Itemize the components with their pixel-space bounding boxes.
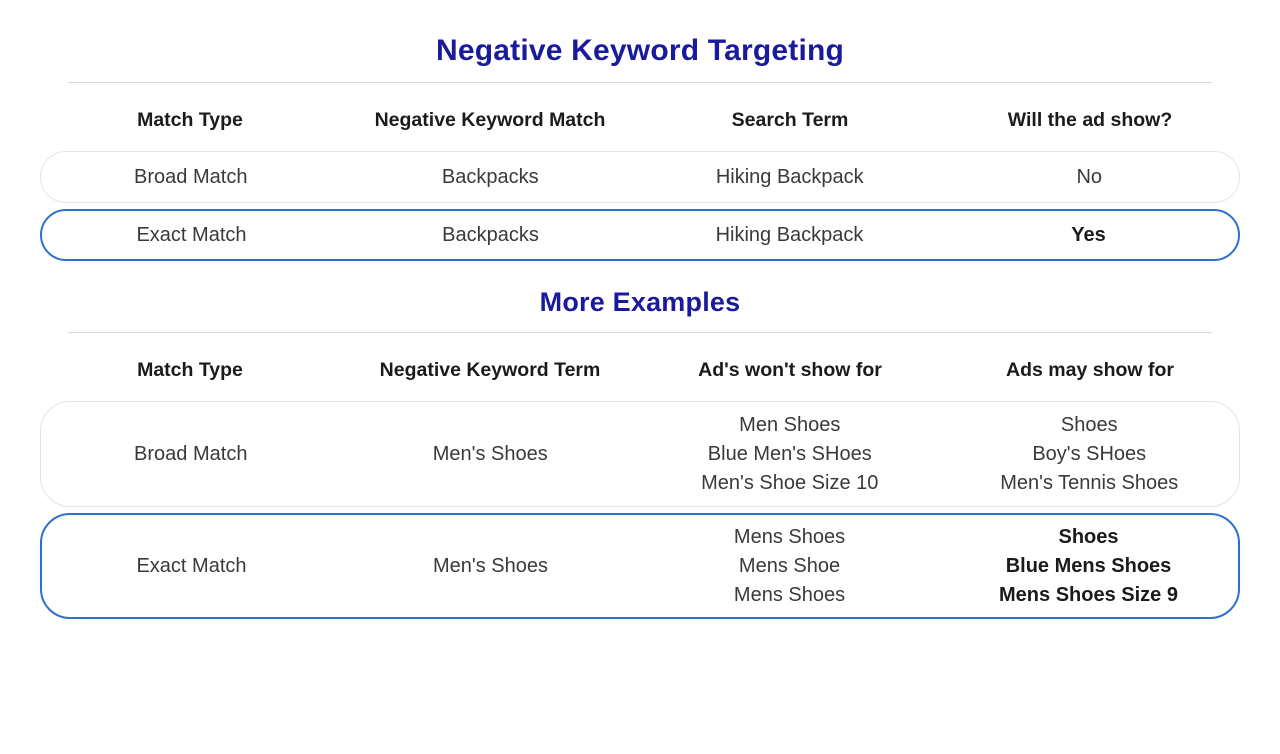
divider-top [68,82,1212,83]
cell-match-type: Broad Match [134,442,248,465]
list-item: Mens Shoes [733,583,846,606]
column-header-negative-keyword-term: Negative Keyword Term [379,358,601,381]
list-item: Men Shoes [739,413,841,436]
table-row [40,151,1240,203]
page-title: Negative Keyword Targeting [435,34,845,67]
table-row [40,401,1240,507]
list-item: Shoes [1058,525,1119,548]
list-item: Blue Men's SHoes [707,442,872,465]
column-header-search-term: Search Term [731,108,849,131]
cell-negative-keyword-term: Men's Shoes [433,554,548,577]
cell-ads-wont-show-for [640,523,939,610]
list-item: Mens Shoes [733,525,846,548]
cell-ads-may-show-for [939,523,1238,610]
table-header-row [40,89,1240,151]
cell-match-type: Broad Match [134,165,248,188]
column-header-match-type: Match Type [137,358,243,381]
cell-ads-wont-show-for [640,411,940,498]
table-header-row [40,339,1240,401]
list-item: Mens Shoes Size 9 [999,583,1178,606]
cell-negative-keyword-term: Men's Shoes [432,442,548,465]
cell-search-term: Hiking Backpack [715,165,864,188]
cell-negative-keyword-match: Backpacks [441,165,539,188]
slide-canvas [0,34,1280,754]
cell-will-the-ad-show: No [1076,165,1103,188]
column-header-ads-may-show-for: Ads may show for [1006,358,1174,381]
table-row-highlighted [40,209,1240,261]
cell-will-the-ad-show: Yes [1071,223,1106,246]
table-more-examples [40,339,1240,619]
cell-ads-may-show-for [940,411,1240,498]
column-header-negative-keyword-match: Negative Keyword Match [374,108,606,131]
column-header-ads-wont-show-for: Ad's won't show for [698,358,882,381]
column-header-match-type: Match Type [137,108,243,131]
section-title-more-examples: More Examples [539,287,741,317]
list-item: Men's Shoe Size 10 [701,471,879,494]
table-row-highlighted [40,513,1240,619]
cell-match-type: Exact Match [136,554,247,577]
cell-negative-keyword-match: Backpacks [442,223,539,246]
cell-search-term: Hiking Backpack [715,223,864,246]
list-item: Mens Shoe [738,554,841,577]
divider-more-examples [68,332,1212,333]
cell-match-type: Exact Match [136,223,247,246]
column-header-will-the-ad-show: Will the ad show? [1007,108,1173,131]
table-negative-keyword-targeting [40,89,1240,261]
list-item: Boy's SHoes [1032,442,1147,465]
list-item: Shoes [1060,413,1118,436]
list-item: Men's Tennis Shoes [1000,471,1179,494]
list-item: Blue Mens Shoes [1005,554,1172,577]
